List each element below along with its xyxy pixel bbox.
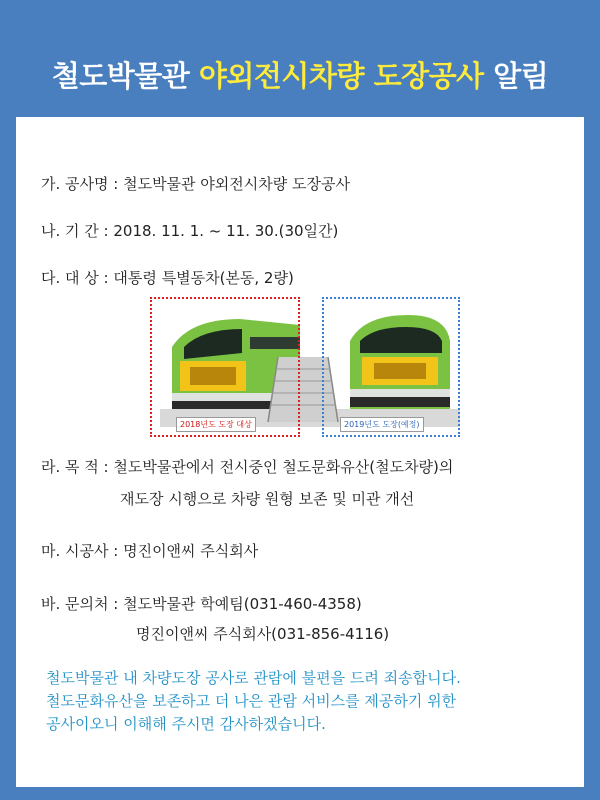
frame-2018 — [150, 297, 300, 437]
label-2018: 2018년도 도장 대상 — [176, 417, 256, 432]
title-part1: 철도박물관 — [51, 59, 199, 93]
notice-line2: 철도문화유산을 보존하고 더 나은 관람 서비스를 제공하기 위한 — [46, 692, 457, 710]
label-2019: 2019년도 도장(예정) — [340, 417, 424, 432]
item-contact-line2: 명진이앤씨 주식회사(031-856-4116) — [136, 625, 390, 643]
item-target: 다. 대 상 : 대통령 특별동차(본동, 2량) — [41, 269, 294, 287]
frame-2019 — [322, 297, 460, 437]
page-title — [0, 54, 600, 95]
notice-line1: 철도박물관 내 차량도장 공사로 관람에 불편을 드려 죄송합니다. — [46, 669, 461, 687]
title-highlight: 야외전시차량 도장공사 — [198, 59, 484, 93]
notice-line3: 공사이오니 이해해 주시면 감사하겠습니다. — [46, 715, 326, 733]
notice-panel — [16, 117, 584, 787]
item-purpose-line1: 라. 목 적 : 철도박물관에서 전시중인 철도문화유산(철도차량)의 — [41, 458, 454, 476]
item-period: 나. 기 간 : 2018. 11. 1. ~ 11. 30.(30일간) — [41, 222, 339, 240]
item-contact-line1: 바. 문의처 : 철도박물관 학예팀(031-460-4358) — [41, 595, 362, 613]
item-purpose-line2: 재도장 시행으로 차량 원형 보존 및 미관 개선 — [120, 490, 415, 508]
item-contractor: 마. 시공사 : 명진이앤씨 주식회사 — [41, 542, 259, 560]
title-part2: 알림 — [483, 59, 549, 93]
train-photo — [150, 297, 460, 437]
item-project-name: 가. 공사명 : 철도박물관 야외전시차량 도장공사 — [41, 175, 350, 193]
